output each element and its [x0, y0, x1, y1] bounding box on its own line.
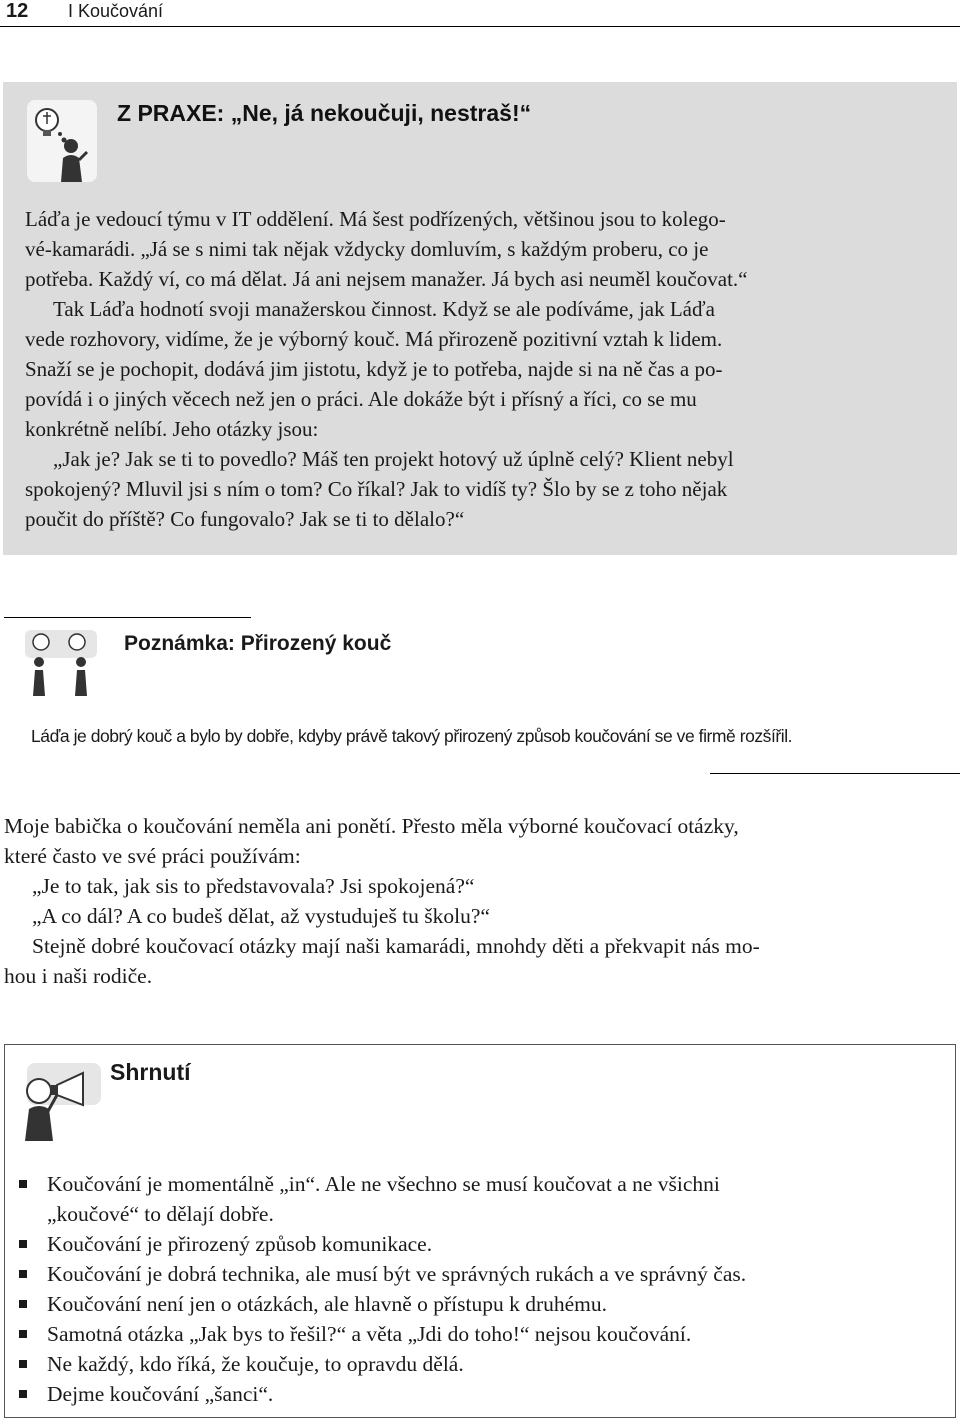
- bullet-icon: [19, 1240, 27, 1248]
- note-title: Poznámka: Přirozený kouč: [124, 632, 392, 655]
- summary-list: [19, 1169, 746, 1409]
- bullet-icon: [19, 1180, 27, 1188]
- header-rule: [0, 26, 960, 27]
- page-number: 12: [6, 0, 29, 22]
- two-people-thought-icon: [25, 630, 97, 696]
- note-rule-top: [4, 617, 251, 618]
- practice-line: povídá i o jiných věcech než jen o práci. Ale dokáže být i přísný a říci, co se mu: [25, 387, 697, 411]
- summary-item: Koučování je momentálně „in“. Ale ne všechno se musí koučovat a ne všichni „koučové“ to dělají dobře.: [19, 1169, 746, 1229]
- body-line: „A co dál? A co budeš dělat, až vystuduješ tu školu?“: [32, 904, 490, 928]
- chapter-title: I Koučování: [68, 1, 164, 21]
- bullet-icon: [19, 1330, 27, 1338]
- note-text: Láďa je dobrý kouč a bylo by dobře, kdyby právě takový přirozený způsob koučování se ve firmě rozšířil.: [31, 726, 793, 746]
- practice-line: konkrétně nelíbí. Jeho otázky jsou:: [25, 417, 319, 441]
- note-rule-bottom: [710, 773, 960, 774]
- practice-line: vé-kamarádi. „Já se s nimi tak nějak vždycky domluvím, s každým proberu, co je: [25, 237, 709, 261]
- practice-box: [3, 82, 957, 555]
- body-line: hou i naši rodiče.: [4, 964, 153, 988]
- practice-line: Láďa je vedoucí týmu v IT oddělení. Má šest podřízených, většinou jsou to kolego-: [25, 207, 726, 231]
- bullet-icon: [19, 1360, 27, 1368]
- person-idea-icon: [27, 100, 97, 182]
- practice-line: Snaží se je pochopit, dodává jim jistotu, když je to potřeba, najde si na ně čas a po-: [25, 357, 723, 381]
- practice-line: spokojený? Mluvil jsi s ním o tom? Co říkal? Jak to vidíš ty? Šlo by se z toho nějak: [25, 477, 728, 501]
- summary-item: Koučování je dobrá technika, ale musí být ve správných rukách a ve správný čas.: [19, 1259, 746, 1289]
- summary-item: Samotná otázka „Jak bys to řešil?“ a věta „Jdi do toho!“ nejsou koučování.: [19, 1319, 746, 1349]
- practice-text: [25, 204, 945, 534]
- summary-item: Koučování není jen o otázkách, ale hlavně o přístupu k druhému.: [19, 1289, 746, 1319]
- summary-box: [4, 1044, 956, 1418]
- summary-item: Ne každý, kdo říká, že koučuje, to opravdu dělá.: [19, 1349, 746, 1379]
- body-line: Stejně dobré koučovací otázky mají naši kamarádi, mnohdy děti a překvapit nás mo-: [32, 934, 760, 958]
- summary-item: Koučování je přirozený způsob komunikace.: [19, 1229, 746, 1259]
- body-paragraph: [4, 811, 956, 991]
- practice-line: potřeba. Každý ví, co má dělat. Já ani nejsem manažer. Já bych asi neuměl koučovat.“: [25, 267, 748, 291]
- practice-line: vede rozhovory, vidíme, že je výborný kouč. Má přirozeně pozitivní vztah k lidem.: [25, 327, 723, 351]
- practice-title: Z PRAXE: „Ne, já nekoučuji, nestraš!“: [117, 100, 532, 126]
- page-header: [0, 0, 960, 26]
- practice-line: Tak Láďa hodnotí svoji manažerskou činnost. Když se ale podíváme, jak Láďa: [53, 297, 715, 321]
- summary-title: Shrnutí: [110, 1059, 191, 1085]
- body-line: které často ve své práci používám:: [4, 844, 301, 868]
- practice-line: poučit do příště? Co fungovalo? Jak se ti to dělalo?“: [25, 507, 465, 531]
- body-line: „Je to tak, jak sis to představovala? Jsi spokojená?“: [32, 874, 475, 898]
- body-line: Moje babička o koučování neměla ani ponětí. Přesto měla výborné koučovací otázky,: [4, 814, 739, 838]
- summary-item: Dejme koučování „šanci“.: [19, 1379, 746, 1409]
- bullet-icon: [19, 1300, 27, 1308]
- practice-line: „Jak je? Jak se ti to povedlo? Máš ten projekt hotový už úplně celý? Klient nebyl: [53, 447, 734, 471]
- megaphone-icon: [17, 1057, 101, 1141]
- bullet-icon: [19, 1390, 27, 1398]
- bullet-icon: [19, 1270, 27, 1278]
